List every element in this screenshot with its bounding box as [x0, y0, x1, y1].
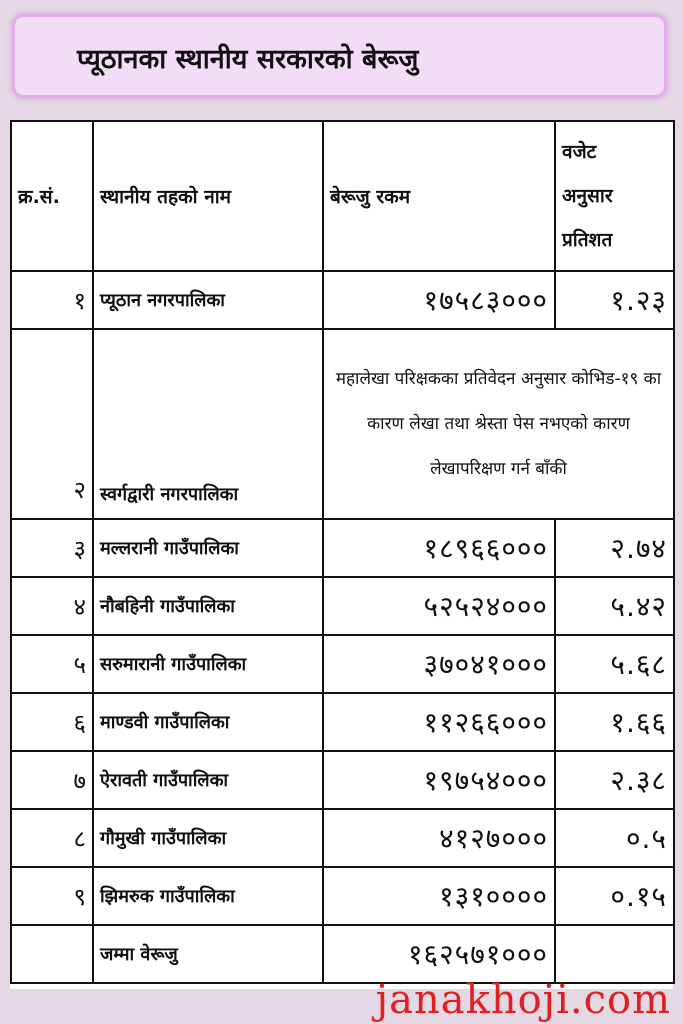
row-amount: ११२६६०००	[323, 693, 555, 751]
row-name: मल्लरानी गाउँपालिका	[93, 519, 323, 577]
row-percent: ५.४२	[555, 577, 674, 635]
total-amount: १६२५७१०००	[323, 925, 555, 983]
row-sn: ९	[11, 867, 93, 925]
row-amount: १९७५४०००	[323, 751, 555, 809]
row-sn: ७	[11, 751, 93, 809]
table-row	[11, 693, 674, 751]
page-title: प्यूठानका स्थानीय सरकारको बेरूजु	[77, 44, 419, 75]
table-row	[11, 867, 674, 925]
row-sn: १	[11, 271, 93, 329]
row-amount: १७५८३०००	[323, 271, 555, 329]
row-name: सरुमारानी गाउँपालिका	[93, 635, 323, 693]
row-sn: ८	[11, 809, 93, 867]
site-watermark: janakhoji.com	[375, 977, 671, 1023]
header-percent-line: वजेट	[562, 141, 597, 163]
total-percent-empty	[555, 925, 674, 983]
header-percent-line: अनुसार	[562, 185, 613, 207]
table-row	[11, 751, 674, 809]
row-percent: १.२३	[555, 271, 674, 329]
row-name: स्वर्गद्वारी नगरपालिका	[93, 329, 323, 519]
row-name: गौमुखी गाउँपालिका	[93, 809, 323, 867]
header-amount: बेरूजु रकम	[323, 121, 555, 271]
table-row	[11, 809, 674, 867]
row-sn: ३	[11, 519, 93, 577]
budget-table-container	[10, 120, 673, 989]
table-row	[11, 329, 674, 519]
row-percent: ०.५	[555, 809, 674, 867]
header-name: स्थानीय तहको नाम	[93, 121, 323, 271]
header-sn: क्र.सं.	[11, 121, 93, 271]
table-total-row	[11, 925, 674, 983]
table-row	[11, 577, 674, 635]
row-name: नौबहिनी गाउँपालिका	[93, 577, 323, 635]
row-amount: ३७०४१०००	[323, 635, 555, 693]
row-amount: ५२५२४०००	[323, 577, 555, 635]
table-row	[11, 635, 674, 693]
total-label: जम्मा वेरूजु	[93, 925, 323, 983]
row-name: माण्डवी गाउँपालिका	[93, 693, 323, 751]
row-sn: २	[11, 329, 93, 519]
row-name: ऐरावती गाउँपालिका	[93, 751, 323, 809]
beruju-table	[10, 120, 675, 984]
row-amount: १८९६६०००	[323, 519, 555, 577]
table-row	[11, 519, 674, 577]
row-amount: १३१००००	[323, 867, 555, 925]
row-amount: ४१२७०००	[323, 809, 555, 867]
row-sn: ४	[11, 577, 93, 635]
header-percent	[555, 121, 674, 271]
table-header-row	[11, 121, 674, 271]
row-note: महालेखा परिक्षकका प्रतिवेदन अनुसार कोभिड-१९ का कारण लेखा तथा श्रेस्ता पेस नभएको कारण लेखापरिक्षण गर्न बाँकी	[323, 329, 674, 519]
row-percent: ०.१५	[555, 867, 674, 925]
header-percent-line: प्रतिशत	[562, 229, 613, 251]
row-name: प्यूठान नगरपालिका	[93, 271, 323, 329]
row-sn: ६	[11, 693, 93, 751]
total-sn-empty	[11, 925, 93, 983]
row-percent: १.६६	[555, 693, 674, 751]
table-row	[11, 271, 674, 329]
row-percent: २.३८	[555, 751, 674, 809]
row-percent: २.७४	[555, 519, 674, 577]
title-banner	[12, 14, 667, 98]
row-name: झिमरुक गाउँपालिका	[93, 867, 323, 925]
row-sn: ५	[11, 635, 93, 693]
row-percent: ५.६८	[555, 635, 674, 693]
